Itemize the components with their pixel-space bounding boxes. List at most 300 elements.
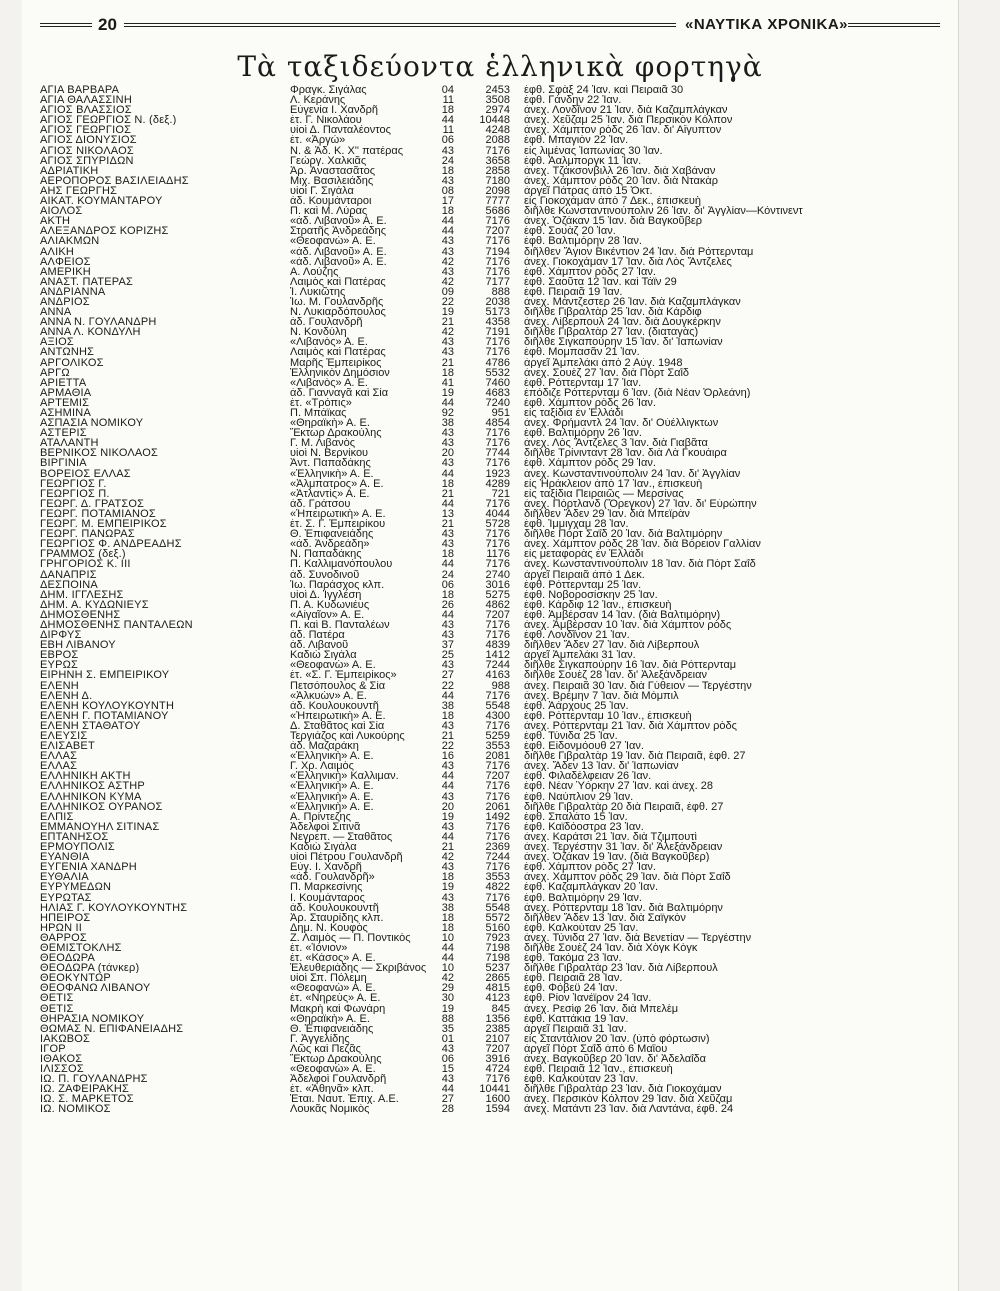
- ship-status: ἀνεχ. Τύνιδα 27 Ἰαν. διὰ Βενετίαν — Τεργέστην: [524, 932, 752, 943]
- ship-row: [40, 247, 940, 257]
- ship-row: [40, 277, 940, 287]
- ship-year: 29: [441, 983, 454, 994]
- ship-year: 11: [442, 95, 454, 106]
- ship-row: [40, 731, 940, 741]
- header-rule-right: [848, 23, 940, 27]
- ship-row: [40, 408, 940, 418]
- ship-owner: ἀδ. Γράτσου: [290, 498, 351, 509]
- ship-tonnage: 1492: [485, 811, 510, 822]
- ship-row: [40, 660, 940, 670]
- ship-row: [40, 812, 940, 822]
- ship-status: ἐφθ. Ἰμμιγχαμ 28 Ἰαν.: [524, 519, 629, 530]
- ship-name: ΘΑΡΡΟΣ: [40, 932, 87, 943]
- ship-name: ΕΛΕΝΗ: [40, 680, 79, 691]
- ship-status: εἰς Σταντάλιον 20 Ἰαν. (ὑπὸ φόρτωσιν): [524, 1033, 710, 1044]
- ship-row: [40, 913, 940, 923]
- ship-year: 88: [441, 1013, 454, 1024]
- ship-year: 30: [441, 993, 454, 1004]
- ship-year: 43: [441, 660, 454, 671]
- ship-owner: υἱοὶ Δ. Ἰγγλέση: [290, 589, 362, 600]
- ship-owner: «Αἰγαῖον» Α. Ε.: [290, 609, 365, 620]
- ship-year: 44: [441, 226, 454, 237]
- ship-tonnage: 7244: [485, 660, 510, 671]
- ship-row: [40, 327, 940, 337]
- ship-owner: Γ. Ἀγγελίδης: [290, 1033, 350, 1044]
- ship-row: [40, 681, 940, 691]
- ship-name: ΙΘΑΚΟΣ: [40, 1054, 83, 1065]
- ship-status: ἀνεχ. Κωνσταντινούπολιν 24 Ἰαν. δι' Ἀγγλίαν: [524, 468, 741, 479]
- ship-owner: ἀδ. Γιανναγᾶ καὶ Σία: [290, 387, 389, 398]
- ship-owner: «Ἠπειρωτικὴ» Α. Ε.: [290, 710, 386, 721]
- ship-name: ΑΙΟΛΟΣ: [40, 206, 83, 217]
- ship-year: 44: [441, 115, 454, 126]
- ship-row: [40, 125, 940, 135]
- ship-name: ΓΡΗΓΟΡΙΟΣ Κ. ΙΙΙ: [40, 559, 131, 570]
- ship-status: ἀνεχ. Βαγκοῦβερ 20 Ἰαν. δι' Ἀδελαΐδα: [524, 1054, 706, 1065]
- ship-name: ΕΠΤΑΝΗΣΟΣ: [40, 831, 109, 843]
- ship-status: ἀνεχ. Ρεσὶφ 26 Ἰαν. διὰ Μπελὲμ: [524, 1003, 679, 1014]
- ship-tonnage: 2107: [485, 1033, 510, 1044]
- ship-name: ΘΕΜΙΣΤΟΚΛΗΣ: [40, 942, 122, 954]
- ship-status: ἀνεχ. Ἄδεν 13 Ἰαν. δι' Ἰαπωνίαν: [524, 761, 679, 772]
- ship-year: 44: [441, 1084, 454, 1095]
- ship-row: [40, 307, 940, 317]
- ship-tonnage: 7176: [485, 458, 510, 469]
- ship-tonnage: 5548: [485, 902, 510, 913]
- ship-tonnage: 7198: [485, 953, 510, 964]
- ship-owner: Ἀρ. Σταυρίδης κλπ.: [290, 912, 384, 923]
- ship-row: [40, 832, 940, 842]
- ship-owner: Π. Καλλιμανόπουλου: [290, 559, 393, 570]
- ship-tonnage: 4123: [485, 993, 510, 1004]
- ship-name: ΘΕΟΦΑΝΩ ΛΙΒΑΝΟΥ: [40, 983, 151, 994]
- ship-name: ΙΩ. ΝΟΜΙΚΟΣ: [40, 1104, 111, 1115]
- ship-owner: Ἀντ. Παπαδάκης: [290, 458, 371, 469]
- ship-year: 21: [441, 731, 454, 742]
- ship-status: ἀνεχ. Χεῦζαμ 25 Ἰαν. διὰ Περσικὸν Κόλπον: [524, 115, 733, 126]
- ship-year: 15: [441, 1064, 454, 1075]
- ship-tonnage: 7207: [485, 609, 510, 620]
- ship-name: ΑΡΤΕΜΙΣ: [40, 397, 90, 408]
- ship-year: 22: [441, 741, 454, 752]
- ship-owner: Ν. & Ἀδ. Κ. Χ'' πατέρας: [290, 145, 404, 156]
- ship-row: [40, 650, 940, 660]
- ship-status: ἐφθ. Ρίον Ἰανέϊρον 24 Ἰαν.: [524, 993, 652, 1004]
- ship-row: [40, 1054, 940, 1064]
- ship-name: ΓΕΩΡΓ. Δ. ΓΡΑΤΣΟΣ: [40, 498, 145, 509]
- ship-name: ΔΗΜΟΣΘΕΝΗΣ: [40, 609, 121, 620]
- ship-name: ΓΕΩΡΓΙΟΣ Γ.: [40, 478, 107, 489]
- ship-name: ΕΥΡΩΤΑΣ: [40, 892, 92, 903]
- ship-owner: «Ἑλληνικὴ» Α. Ε.: [290, 791, 374, 802]
- ship-year: 44: [441, 468, 454, 479]
- ship-tonnage: 845: [491, 1003, 510, 1014]
- ship-status: ἐφθ. Τύνιδα 25 Ἰαν.: [524, 731, 618, 742]
- ship-name: ΕΛΛΗΝΙΚΟΝ ΚΥΜΑ: [40, 791, 142, 802]
- ship-owner: ἐτ. «Νηρεὺς» Α. Ε.: [290, 993, 381, 1004]
- ship-year: 18: [441, 478, 454, 489]
- ship-year: 43: [441, 236, 454, 247]
- ship-tonnage: 7176: [485, 337, 510, 348]
- ship-year: 19: [441, 387, 454, 398]
- ship-status: ἀργεῖ Πειραιᾶ 31 Ἰαν.: [524, 1023, 627, 1034]
- ship-row: [40, 711, 940, 721]
- ship-tonnage: 7460: [485, 377, 510, 388]
- ship-name: ΗΠΕΙΡΟΣ: [40, 912, 91, 923]
- ship-status: ἐφθ. Ρόττερνταμ 10 Ἰαν., ἐπισκευὴ: [524, 710, 692, 721]
- ship-owner: Νεγρεπ. — Σταθᾶτος: [290, 831, 393, 843]
- ship-tonnage: 7176: [485, 862, 510, 873]
- ship-year: 44: [441, 781, 454, 792]
- ship-name: ΘΕΟΚΥΝΤΩΡ: [40, 973, 111, 984]
- ship-owner: Ἀδελφοὶ Γουλανδρῆ: [290, 1074, 387, 1085]
- ship-owner: Πετσόπουλος & Σία: [290, 680, 386, 691]
- ship-year: 18: [441, 710, 454, 721]
- ship-owner: Ν. Λυκιαρδόπουλος: [290, 307, 386, 318]
- ship-tonnage: 5572: [485, 912, 510, 923]
- ship-row: [40, 771, 940, 781]
- ship-name: ΕΒΗ ΛΙΒΑΝΟΥ: [40, 640, 116, 651]
- ship-year: 44: [441, 498, 454, 509]
- ship-year: 27: [441, 1094, 454, 1105]
- ship-row: [40, 973, 940, 983]
- ship-name: ΗΡΩΝ ΙΙ: [40, 922, 83, 933]
- ship-owner: ἐτ. Σ. Γ. Ἐμπειρίκου: [290, 519, 386, 530]
- ship-status: ἐφθ. Βαλτιμόρην 28 Ἰαν.: [524, 236, 642, 247]
- ship-row: [40, 1044, 940, 1054]
- ship-row: [40, 529, 940, 539]
- ship-owner: Τεργιάζος καὶ Λυκούρης: [290, 731, 405, 742]
- ship-tonnage: 4163: [485, 670, 510, 681]
- ship-year: 43: [441, 246, 454, 257]
- ship-year: 44: [441, 690, 454, 701]
- ship-tonnage: 7176: [485, 791, 510, 802]
- ship-row: [40, 701, 940, 711]
- ship-status: ἀνεχ. Τεργέστην 31 Ἰαν. δι' Ἀλεξάνδρειαν: [524, 842, 723, 853]
- ship-status: ἐφθ. Εἰδονμόουθ 27 Ἰαν.: [524, 741, 644, 752]
- ship-year: 43: [441, 175, 454, 186]
- ship-status: ἐφθ. Νέαν Ὑόρκην 27 Ἰαν. καὶ ἀνεχ. 28: [524, 781, 714, 792]
- ship-owner: ἀδ. Γουλανδρῆ: [290, 317, 363, 328]
- ship-status: ἐφθ. Μπαγιὸν 22 Ἰαν.: [524, 135, 629, 146]
- ship-row: [40, 872, 940, 882]
- ship-owner: «ἀδ. Λιβανοῦ» Α. Ε.: [290, 216, 387, 227]
- ship-status: ἐφθ. Μομπασᾶν 21 Ἰαν.: [524, 347, 640, 358]
- ship-owner: ἐτ. «Ἀθηνᾶ» κλπ.: [290, 1084, 374, 1095]
- ship-tonnage: 7176: [485, 781, 510, 792]
- ship-name: ΘΕΤΙΣ: [40, 993, 74, 1004]
- ship-owner: «Θεοφανὼ» Α. Ε.: [290, 1064, 376, 1075]
- ship-name: ΕΛΕΝΗ ΚΟΥΛΟΥΚΟΥΝΤΗ: [40, 700, 175, 711]
- ship-year: 06: [441, 1054, 454, 1065]
- ship-status: ἐφθ. Πειραιᾶ 19 Ἰαν.: [524, 286, 623, 297]
- ship-status: ἐφθ. Φιλαδέλφειαν 26 Ἰαν.: [524, 771, 652, 782]
- ship-year: 44: [441, 942, 454, 954]
- ship-year: 42: [441, 852, 454, 863]
- ship-year: 18: [441, 367, 454, 378]
- ship-row: [40, 943, 940, 953]
- ship-year: 42: [441, 973, 454, 984]
- ship-owner: «Θεοφανὼ» Α. Ε.: [290, 236, 376, 247]
- ship-tonnage: 7207: [485, 226, 510, 237]
- ship-status: ἐφθ. Πειραιᾶ 28 Ἰαν.: [524, 973, 623, 984]
- ship-tonnage: 1356: [485, 1013, 510, 1024]
- ship-status: εἰς μεταφορὰς ἐν Ἑλλάδι: [524, 549, 644, 560]
- journal-name: «ΝΑΥΤΙΚΑ ΧΡΟΝΙΚΑ»: [685, 16, 848, 33]
- ship-year: 44: [441, 609, 454, 620]
- ship-row: [40, 105, 940, 115]
- ship-tonnage: 5275: [485, 589, 510, 600]
- ship-year: 21: [441, 842, 454, 853]
- ship-owner: Ἕκτωρ Δρακούλης: [290, 1054, 382, 1065]
- ship-name: ΙΓΟΡ: [40, 1043, 66, 1054]
- ship-status: ἐφθ. Φόβεϋ 24 Ἰαν.: [524, 983, 618, 994]
- ship-year: 10: [441, 932, 454, 943]
- ship-tonnage: 2038: [485, 296, 510, 308]
- ship-tonnage: 7176: [485, 236, 510, 247]
- ship-year: 43: [441, 539, 454, 550]
- ship-status: ἐπόδιζε Ρόττερνταμ 6 Ἰαν. (διὰ Νέαν Ὀρλεάνη): [524, 387, 751, 398]
- ship-name: ΘΗΡΑΣΙΑ ΝΟΜΙΚΟΥ: [40, 1013, 145, 1024]
- ship-owner: ἐτ. «Τρόπις»: [290, 397, 352, 408]
- ship-name: ΑΓΙΟΣ ΣΠΥΡΙΔΩΝ: [40, 155, 134, 166]
- ship-tonnage: 3508: [485, 95, 510, 106]
- ship-year: 21: [441, 519, 454, 530]
- ship-year: 20: [441, 448, 454, 459]
- ship-year: 18: [441, 206, 454, 217]
- ship-year: 43: [441, 720, 454, 731]
- ship-status: ἀνεχ. Ὀζάκαν 15 Ἰαν. διὰ Βαγκοῦβερ: [524, 216, 703, 227]
- ship-name: ΑΣΠΑΣΙΑ ΝΟΜΙΚΟΥ: [40, 418, 144, 429]
- ship-row: [40, 1064, 940, 1074]
- ship-tonnage: 2098: [485, 185, 510, 197]
- ship-year: 16: [441, 751, 454, 762]
- ship-year: 42: [441, 276, 454, 287]
- ship-row: [40, 893, 940, 903]
- ship-row: [40, 378, 940, 388]
- ship-name: ΕΥΑΝΘΙΑ: [40, 852, 90, 863]
- ship-name: ΑΝΔΡΙΑΝΝΑ: [40, 286, 106, 297]
- ship-row: [40, 257, 940, 267]
- ship-status: ἀνεχ. Χάμπτον ρὸδς 26 Ἰαν. δι' Αἴγυπτον: [524, 125, 722, 136]
- ship-name: ΑΓΙΟΣ ΓΕΩΡΓΙΟΣ: [40, 125, 132, 136]
- ship-owner: Π. Μαρκεσίνης: [290, 882, 363, 893]
- ship-row: [40, 347, 940, 357]
- ship-tonnage: 3916: [485, 1054, 510, 1065]
- ship-year: 44: [441, 559, 454, 570]
- ship-owner: ἀδ. Κουλουκουντῆ: [290, 902, 379, 913]
- ship-name: ΑΛΙΚΗ: [40, 246, 75, 257]
- ship-tonnage: 7176: [485, 892, 510, 903]
- ship-tonnage: 7176: [485, 438, 510, 449]
- ship-owner: Φραγκ. Σιγάλας: [290, 85, 367, 96]
- ship-name: ΙΛΙΣΣΟΣ: [40, 1064, 84, 1075]
- ship-year: 43: [441, 266, 454, 277]
- ship-year: 06: [441, 135, 454, 146]
- ship-owner: ἐτ. «Ἰόνιον»: [290, 942, 348, 954]
- ship-owner: «Ἑλληνικὴ» Α. Ε.: [290, 801, 374, 812]
- ship-status: ἀνεχ. Ματάντι 23 Ἰαν. διὰ Λαντάνα, ἐφθ. 24: [524, 1104, 734, 1115]
- ship-row: [40, 176, 940, 186]
- ship-year: 28: [441, 1104, 454, 1115]
- ship-tonnage: 7176: [485, 831, 510, 843]
- ship-year: 21: [441, 488, 454, 499]
- ship-year: 43: [441, 529, 454, 540]
- ship-owner: Ἐλευθεριάδης — Σκριβάνος: [290, 963, 427, 974]
- ship-tonnage: 7176: [485, 145, 510, 156]
- ship-name: ΓΕΩΡΓ. ΠΑΝΩΡΑΣ: [40, 529, 135, 540]
- ship-year: 44: [441, 397, 454, 408]
- ship-name: ΔΕΣΠΟΙΝΑ: [40, 579, 98, 590]
- ship-status: ἐφθ. Πειραιᾶ 12 Ἰαν., ἐπισκευὴ: [524, 1064, 673, 1075]
- ship-name: ΑΙΚΑΤ. ΚΟΥΜΑΝΤΑΡΟΥ: [40, 196, 163, 207]
- ship-name: ΑΡΓΩ: [40, 367, 70, 378]
- ship-status: ἀνεχ. Ἀμβέρσαν 10 Ἰαν. διὰ Χάμπτον ρὸδς: [524, 619, 732, 631]
- ship-owner: Ν. Κονδύλη: [290, 327, 347, 338]
- ship-year: 18: [441, 165, 454, 176]
- ship-row: [40, 802, 940, 812]
- ship-name: ΕΛΠΙΣ: [40, 811, 74, 822]
- ship-owner: Λουκᾶς Νομικὸς: [290, 1104, 370, 1115]
- ship-row: [40, 781, 940, 791]
- ship-year: 43: [441, 862, 454, 873]
- ship-status: διῆλθε Πὸρτ Σαΐδ 20 Ἰαν. διὰ Βαλτιμόρην: [524, 529, 723, 540]
- ship-tonnage: 2081: [485, 751, 510, 762]
- ship-row: [40, 620, 940, 630]
- ship-owner: υἱοὶ Ν. Βερνίκου: [290, 448, 369, 459]
- ship-tonnage: 7744: [485, 448, 510, 459]
- ship-tonnage: 4683: [485, 387, 510, 398]
- ship-year: 43: [441, 791, 454, 802]
- ship-owner: ἀδ. Μαζαράκη: [290, 741, 359, 752]
- ship-row: [40, 287, 940, 297]
- ship-status: ἐφθ. Ἀαλμποργκ 11 Ἰαν.: [524, 155, 642, 166]
- ship-name: ΕΛΕΝΗ Δ.: [40, 690, 93, 701]
- ship-tonnage: 7176: [485, 619, 510, 631]
- ship-name: ΑΓΙΟΣ ΝΙΚΟΛΑΟΣ: [40, 145, 134, 156]
- ship-status: διῆλθε Σουὲζ 28 Ἰαν. δι' Ἀλεξάνδρειαν: [524, 670, 707, 681]
- ship-owner: Εὐγενία Ι. Χανδρῆ: [290, 105, 378, 116]
- ship-status: ἀνεχ. Ρόττερνταμ 18 Ἰαν. διὰ Βαλτιμόρην: [524, 902, 723, 913]
- ship-year: 18: [441, 912, 454, 923]
- ship-tonnage: 5173: [485, 307, 510, 318]
- ship-status: ἐφθ. Κάρδιφ 12 Ἰαν., ἐπισκευὴ: [524, 599, 672, 610]
- ship-owner: Καδιὼ Σιγάλα: [290, 842, 357, 853]
- ship-year: 08: [441, 185, 454, 197]
- ship-tonnage: 7176: [485, 690, 510, 701]
- ship-name: ΕΥΡΥΜΕΔΩΝ: [40, 882, 112, 893]
- ship-row: [40, 842, 940, 852]
- ship-name: ΕΛΛΑΣ: [40, 761, 78, 772]
- ship-status: διῆλθε Σιγκαπούρην 16 Ἰαν. διὰ Ρόττερνταμ: [524, 660, 737, 671]
- ship-name: ΘΕΟΔΩΡΑ: [40, 953, 96, 964]
- ship-tonnage: 4862: [485, 599, 510, 610]
- ship-year: 18: [441, 872, 454, 883]
- ship-status: ἀνεχ. Πειραιᾶ 30 Ἰαν. διὰ Γύθειον — Τεργέστην: [524, 680, 752, 691]
- ship-status: ἐφθ. Λονδῖνον 21 Ἰαν.: [524, 630, 630, 641]
- ship-status: διῆλθεν Ἄδεν 27 Ἰαν. διὰ Λίβερπουλ: [524, 640, 700, 651]
- ship-status: διῆλθε Σουὲζ 24 Ἰαν. διὰ Χὸγκ Κὸγκ: [524, 942, 698, 954]
- ship-row: [40, 469, 940, 479]
- ship-row: [40, 549, 940, 559]
- ship-tonnage: 4854: [485, 418, 510, 429]
- ship-owner: Ν. Παπαδάκης: [290, 549, 362, 560]
- ship-row: [40, 226, 940, 236]
- ship-tonnage: 7176: [485, 761, 510, 772]
- ship-row: [40, 1074, 940, 1084]
- ship-owner: Δημ. Ν. Κουφὸς: [290, 922, 368, 933]
- ship-year: 04: [441, 85, 454, 96]
- ship-status: ἐφθ. Ἀάρχους 25 Ἰαν.: [524, 700, 629, 711]
- ship-tonnage: 7176: [485, 256, 510, 267]
- page-number: 20: [98, 15, 117, 34]
- ship-year: 37: [441, 640, 454, 651]
- ship-owner: Ἀδελφοὶ Σιτινᾶ: [290, 821, 361, 832]
- ship-year: 21: [441, 317, 454, 328]
- ship-status: ἀργεῖ Πειραιᾶ ἀπὸ 1 Δεκ.: [524, 569, 645, 580]
- ship-name: ΕΥΓΕΝΙΑ ΧΑΝΔΡΗ: [40, 862, 137, 873]
- ship-owner: ἀδ. Κουμάνταροι: [290, 196, 372, 207]
- ship-owner: Καδιὼ Σιγάλα: [290, 650, 357, 661]
- ship-owner: Γ. Μ. Λιβανὸς: [290, 438, 356, 449]
- ship-name: ΕΛΕΥΣΙΣ: [40, 731, 88, 742]
- ship-tonnage: 1176: [486, 549, 510, 560]
- ship-row: [40, 216, 940, 226]
- ship-owner: Π. Μπάϊκας: [290, 408, 347, 419]
- ship-row: [40, 670, 940, 680]
- ship-year: 42: [441, 327, 454, 338]
- ship-status: εἰς Ἡράκλειον ἀπὸ 17 Ἰαν., ἐπισκευὴ: [524, 478, 703, 489]
- ship-row: [40, 146, 940, 156]
- ship-tonnage: 7176: [485, 559, 510, 570]
- ship-status: ἀνεχ. Σουὲζ 27 Ἰαν. διὰ Πὸρτ Σαΐδ: [524, 367, 690, 378]
- ship-owner: Μακρὴ καὶ Φωνάρη: [290, 1003, 386, 1014]
- ship-status: ἐφθ. Καϊδόοστρα 23 Ἰαν.: [524, 821, 644, 832]
- ship-row: [40, 691, 940, 701]
- ship-owner: «Ἑλληνικὴ» Καλλιμαν.: [290, 771, 399, 782]
- ship-name: ΔΙΡΦΥΣ: [40, 630, 82, 641]
- ship-name: ΕΥΘΑΛΙΑ: [40, 872, 89, 883]
- ship-row: [40, 852, 940, 862]
- ship-name: ΕΛΛΗΝΙΚΟΣ ΑΣΤΗΡ: [40, 781, 145, 792]
- ship-row: [40, 398, 940, 408]
- ship-row: [40, 458, 940, 468]
- ship-owner: «Ἀτλαντὶς» Α. Ε.: [290, 488, 370, 499]
- ship-row: [40, 610, 940, 620]
- ship-owner: «Θεοφανὼ» Α. Ε.: [290, 983, 376, 994]
- ship-row: [40, 630, 940, 640]
- ship-year: 43: [441, 761, 454, 772]
- ship-tonnage: 2385: [485, 1023, 510, 1034]
- ship-owner: ἐτ. Γ. Νικολάου: [290, 115, 362, 126]
- ship-tonnage: 4786: [485, 357, 510, 368]
- page-header: [40, 14, 940, 38]
- ship-status: ἐφθ. Ναύπλιον 29 Ἰαν.: [524, 791, 634, 802]
- ship-name: ΑΓΙΟΣ ΓΕΩΡΓΙΟΣ Ν. (δεξ.): [40, 115, 177, 126]
- ship-tonnage: 7176: [485, 216, 510, 227]
- ship-name: ΗΛΙΑΣ Γ. ΚΟΥΛΟΥΚΟΥΝΤΗΣ: [40, 902, 188, 913]
- ship-owner: Ἰ. Λυκιῶτης: [290, 286, 346, 297]
- ship-name: ΒΕΡΝΙΚΟΣ ΝΙΚΟΛΑΟΣ: [40, 448, 158, 459]
- ship-tonnage: 7176: [485, 821, 510, 832]
- ship-owner: «Λιβανὸς» Α. Ε.: [290, 377, 368, 388]
- ship-owner: «Ἠπειρωτικὴ» Α. Ε.: [290, 508, 386, 520]
- ship-status: εἰς ταξίδια ἐν Ἑλλάδι: [524, 408, 624, 419]
- ship-status: ἐφθ. Ἀμβέρσαν 14 Ἰαν. (διὰ Βαλτιμόρην): [524, 609, 721, 620]
- ship-tonnage: 2858: [485, 165, 510, 176]
- ship-tonnage: 2865: [485, 973, 510, 984]
- ship-year: 41: [441, 377, 454, 388]
